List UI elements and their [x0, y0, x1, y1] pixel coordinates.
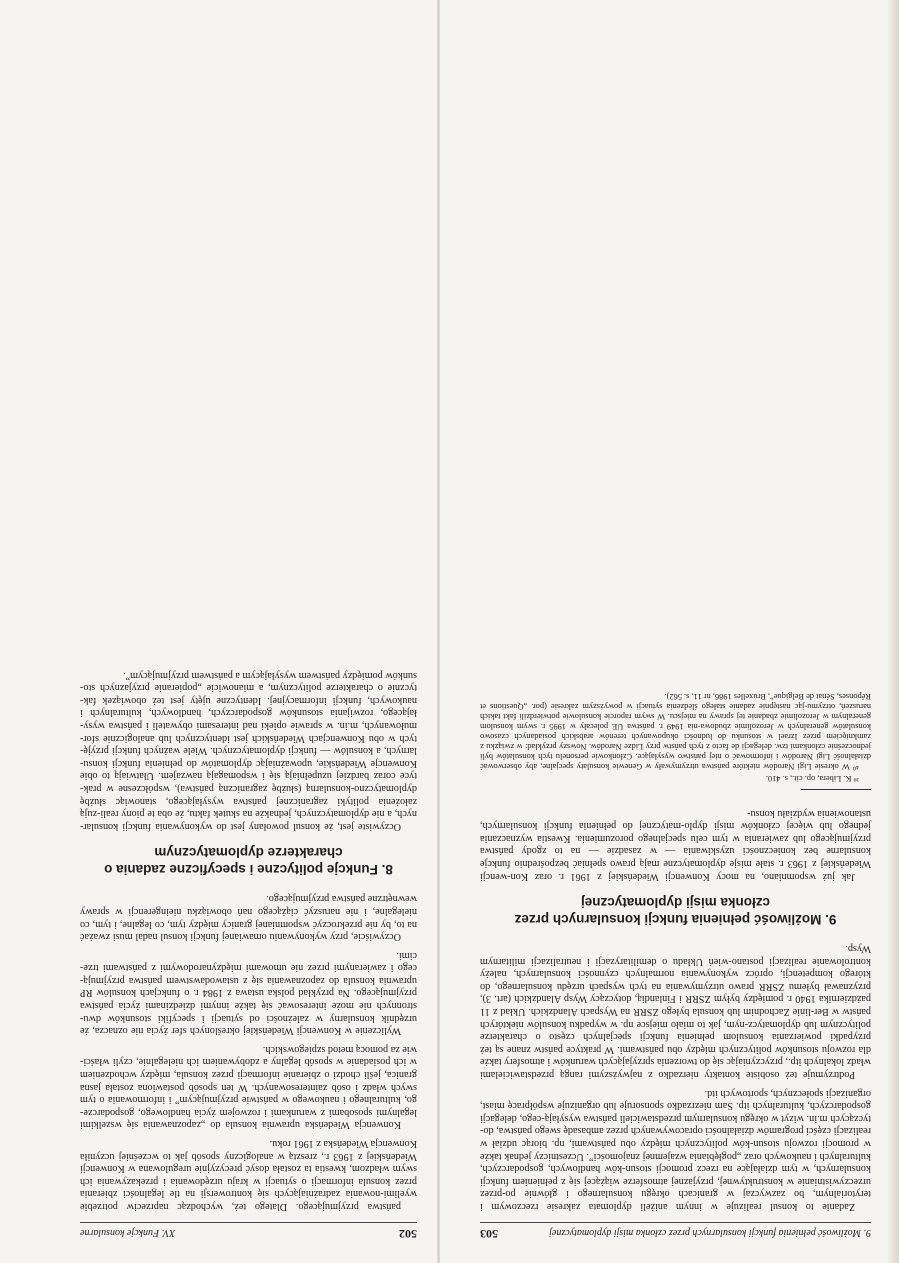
paragraph: państwa przyjmującego. Dlatego też, wychodząc naprzeciw potrzebie wyelimi-nowania zadrażniających się kontrowersji na tle legalności zbierania przez konsula informacji o sytuacji w kraju urzędowania i przekazywania ich swym władzom, kwestia ta została dosyć precyzyjnie uregulowana w Konwencji Wiedeńskiej z 1963 r., zresztą w analogiczny sposób jak to wcześniej uczyniła Konwencja Wiedeńska z 1961 roku. — [80, 1138, 417, 1212]
paragraph: Podtrzymuje też osobiste kontakty nierzadko z najwyższymi rangą przedstawicielami władz lokalnych itp., przyczyniając się do tworzenia sprzyjających warunków i atmosfery także dla rozwoju stosunków politycznych między obu państwami. W praktyce państw znane są też przypadki powierzania konsulom pełnienia funkcji specjalnych często o charakterze politycznym lub dyplomatycz-nym, jak to miało miejsce np. w wypadku konsulów niektórych państw w Ber-linie Zachodnim lub konsula byłego ZSRR na Wyspach Alandzkich. Układ z 11 października 1940 r. pomiędzy byłym ZSRR i Finlandią, dotyczący Wysp Alandzkich (art. 3), przyznawał byłemu ZSRR prawo utrzymywania na tych wyspach urzędu konsularnego, do którego kompetencji, oprócz wykonywania normalnych czynności konsularnych, należy kontrolowanie realizacji postano-wień Układu o demilitaryzacji i neutralizacji militarnym Wysp. — [480, 943, 871, 1081]
running-title: 9. Możliwość pełnienia funkcji konsularnych przez członka misji dyplomatycznej — [549, 1227, 871, 1238]
footnote: ³⁹ K. Libera, op. cit., s. 410. — [765, 773, 859, 783]
page-number: 502 — [399, 1227, 417, 1241]
section-heading: 8. Funkcje polityczne i specyficzne zadania o charakterze dyplomatycznym — [104, 844, 393, 877]
running-title: XV. Funkcje konsularne — [80, 1227, 176, 1238]
paragraph: Oczywiste jest, że konsul powołany jest do wykonywania funkcji konsular-nych, a nie dyplomatycznych, jednakże na skutek faktu, że oba te piony reali-zują założenia polityki zagranicznej państwa wysyłającego, stanowiąc służbę dyplomatyczno-konsularną (służbę zagraniczną państwa), współczesne w prak-tyce coraz bardziej uzupełniają się i wspomagają nawzajem. Ułatwiają to obie Konwencje Wiedeńskie, upoważniając dyplomatów do pełnienia funkcji konsu-larnych, a konsulów — funkcji dyplomatycznych. Wiele ważnych funkcji przyję-tych w obu Konwencjach Wiedeńskich jest identycznych lub analogicznie sfor-mułowanych, m.in. w sprawie opieki nad interesami obywateli i państwa wysy-łającego, rozwijania stosunków gospodarczych, handlowych, kulturalnych i naukowych, funkcji informacyjnej. Identyczne ujęty jest też obowiązek fak-tycznie o charakterze politycznym, a mianowicie „popieranie przyjaznych sto-sunków pomiędzy państwem wysyłającym a państwem przyjmującym”. — [80, 669, 417, 832]
right-running-head — [480, 1222, 871, 1241]
page-edge-shadow — [887, 0, 899, 1263]
paragraph: Konwencja Wiedeńska uprawnia konsula do „zapoznawania się wszelkimi legalnymi sposobami z warunkami i rozwojem życia handlowego, gospodarcze-go, kulturalnego i naukowego w państwie przyjmującym” i informowania o tym swych władz i osób zainteresowanych. W ten sposób postawiona została jasna granica, jeśli chodzi o zbieranie informacji przez konsula, między wchodzeniem w ich posiadanie w sposób legalny a zdobywaniem ich nielegalnie, czyli właści-wie za pomocą metod szpiegowskich. — [80, 1043, 417, 1131]
paragraph: Wyliczenie w Konwencji Wiedeńskiej określonych sfer życia nie oznacza, że urzędnik konsularny w zależności od sytuacji i specyfiki stosunków dwu-stronnych nie może interesować się także innymi dziedzinami życia państwa przyjmującego. Na przykład polska ustawa z 1984 r. o funkcjach konsulów RP uprawnia konsula do zapoznawania się z ustawodawstwem państwa przyjmują-cego i zawieranymi przez nie umowami międzynarodowymi z państwami trze-cimi. — [80, 949, 417, 1037]
footnote-rule — [801, 789, 871, 790]
paragraph: Zadanie to konsul realizuje w innym aniżeli dyplomata zakresie rzeczowym i terytorialnym, bo zazwyczaj w granicach okręgu konsularnego i głównie po-przez urzeczywistnianie w konstruktywnej, przyjaznej atmosferze wiążącej się z pełnieniem funkcji konsularnych, w tym działające na rzecz promocji stosun-ków handlowych, gospodarczych, kulturalnych i naukowych oraz „pogłębiania wzajemnej znajomości”. Uczestniczy jednak także w promocji rozwoju stosun-ków politycznych między obu państwami, np. biorąc udział w realizacji części programów działalności opracowywanych przez ambasadę swego państwa, do-tyczących m.in. wizyt w okręgu konsularnym przedstawicieli państwa wysyłają-cego, delegacji gospodarczych, kulturalnych itp. Sam niezrzadko sponsoruje lub organizuje współpracę miast, organizacji społecznych, sportowych itd. — [480, 1087, 871, 1212]
left-page — [0, 0, 437, 1263]
paragraph: Oczywiście, przy wykonywaniu omawianej funkcji konsul nadal musi zważać na to, by nie przekroczyć wspomnianej granicy między tym, co legalne, i tym, co nielegalne, i nie naruszyć ciążącego nań obowiązku nieingerencji w sprawy wewnętrzne państwa przyjmującego. — [80, 893, 417, 943]
page-number: 503 — [480, 1227, 498, 1241]
footnote: ⁴⁰ W okresie Ligi Narodów niektóre państwa utrzymywały w Genewie konsulaty specjalne, aby obserwować działalność Ligi Narodów i informować o niej państwo wysyłające. Członkowie personelu tych konsulatów byli jednocześnie członkami tzw. delegacji de facto z tych państw przy Lidze Narodów. Nowszy przykład: w związku z zamknięciem przez Izrael w stosunku do ludności okupowanych terenów arabskich posiadanych czasowo konsulatów generalnych w Jerozolimie zbudowa-nia 1949 r. państwa UE polecały w 1995 r. swym konsulom generalnym w Jerozolimie zbadanie tej sprawy na miejscu. W swym raporcie konsulowie potwierdzili fakt takich naruszeń, otrzymu-jąc następnie zadanie stałego śledzenia sytuacji w powyższym zakresie (por. „Questions et Réponses, Sénat de Belgique”, Bruxelles 1986, nr 11, s. 562). — [480, 691, 871, 771]
left-running-head — [80, 1222, 417, 1241]
right-page — [440, 0, 899, 1263]
paragraph: Jak już wspomniano, na mocy Konwencji Wiedeńskiej z 1961 r. oraz Kon-wencji Wiedeńskiej z 1963 r. stałe misje dyplomatyczne mają prawo spełniać bezpośrednio funkcje konsularne bez konieczności uzyskiwania — w zasadzie — na to zgody państwa przyjmującego lub zawierania w tym celu specjalnego porozumienia. Kwestia wyznaczania jednego lub więcej członków misji dyplo-matycznej do pełnienia funkcji konsularnych, ustanowienia wydziału konsu- — [480, 807, 871, 882]
section-heading: 9. Możliwość pełnienia funkcji konsularnych przez członka misji dyplomatycznej — [514, 894, 837, 927]
